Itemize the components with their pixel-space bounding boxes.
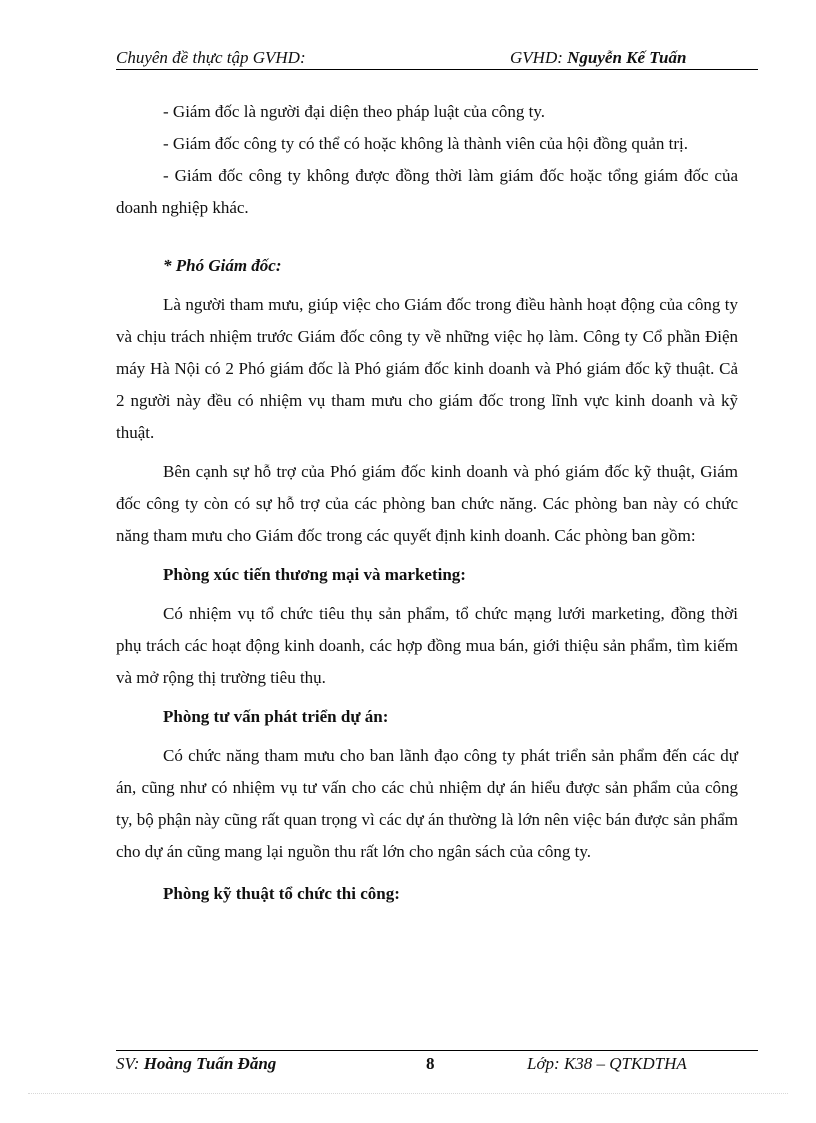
header-rule: [116, 69, 758, 70]
header-advisor-name: Nguyễn Kế Tuấn: [567, 48, 687, 67]
page-edge-dotted-line: [28, 1093, 788, 1094]
paragraph-project-consulting-dept: Có chức năng tham mưu cho ban lãnh đạo công ty phát triển sản phẩm đến các dự án, cũng như có nhiệm vụ tư vấn cho các chủ nhiệm dự án hiểu được sản phẩm của công ty, bộ phận này cũng rất quan trọng vì các dự án thường là lớn nên việc bán được sản phẩm cho dự án cũng mang lại nguồn thu rất lớn cho ngân sách của công ty.: [116, 746, 738, 861]
paragraph-director-exclusive: - Giám đốc công ty không được đồng thời làm giám đốc hoặc tổng giám đốc của doanh nghiệp khác.: [116, 166, 738, 217]
footer-class: Lớp: K38 – QTKDTHA: [527, 1054, 687, 1073]
footer-rule: [116, 1050, 758, 1051]
page-number: 8: [426, 1054, 435, 1073]
page-body: [116, 96, 738, 910]
footer-student: [116, 1054, 276, 1074]
paragraph-marketing-dept: Có nhiệm vụ tổ chức tiêu thụ sản phẩm, tổ chức mạng lưới marketing, đồng thời phụ trách các hoạt động kinh doanh, các hợp đồng mua bán, giới thiệu sản phẩm, tìm kiếm và mở rộng thị trường tiêu thụ.: [116, 604, 738, 687]
header-advisor: [510, 48, 686, 68]
paragraph-director-legal: - Giám đốc là người đại diện theo pháp luật của công ty.: [163, 102, 546, 121]
heading-deputy-director: * Phó Giám đốc:: [163, 256, 282, 275]
heading-marketing-dept: Phòng xúc tiến thương mại và marketing:: [163, 565, 466, 584]
paragraph-departments-intro: Bên cạnh sự hỗ trợ của Phó giám đốc kinh doanh và phó giám đốc kỹ thuật, Giám đốc công ty còn có sự hỗ trợ của các phòng ban chức năng. Các phòng ban này có chức năng tham mưu cho Giám đốc trong các quyết định kinh doanh. Các phòng ban gồm:: [116, 462, 738, 545]
heading-project-consulting-dept: Phòng tư vấn phát triển dự án:: [163, 707, 389, 726]
header-advisor-label: GVHD:: [510, 48, 568, 67]
footer-student-name: Hoàng Tuấn Đăng: [143, 1054, 277, 1073]
heading-technical-dept: Phòng kỹ thuật tổ chức thi công:: [163, 884, 400, 903]
header-course-label: Chuyên đề thực tập GVHD:: [116, 48, 306, 67]
paragraph-deputy-director: Là người tham mưu, giúp việc cho Giám đốc trong điều hành hoạt động của công ty và chịu trách nhiệm trước Giám đốc công ty về những việc họ làm. Công ty Cổ phần Điện máy Hà Nội có 2 Phó giám đốc là Phó giám đốc kinh doanh và Phó giám đốc kỹ thuật. Cả 2 người này đều có nhiệm vụ tham mưu cho giám đốc trong lĩnh vực kinh doanh và kỹ thuật.: [116, 295, 738, 442]
footer-student-label: SV:: [116, 1054, 144, 1073]
paragraph-director-board: - Giám đốc công ty có thể có hoặc không là thành viên của hội đồng quản trị.: [163, 134, 688, 153]
